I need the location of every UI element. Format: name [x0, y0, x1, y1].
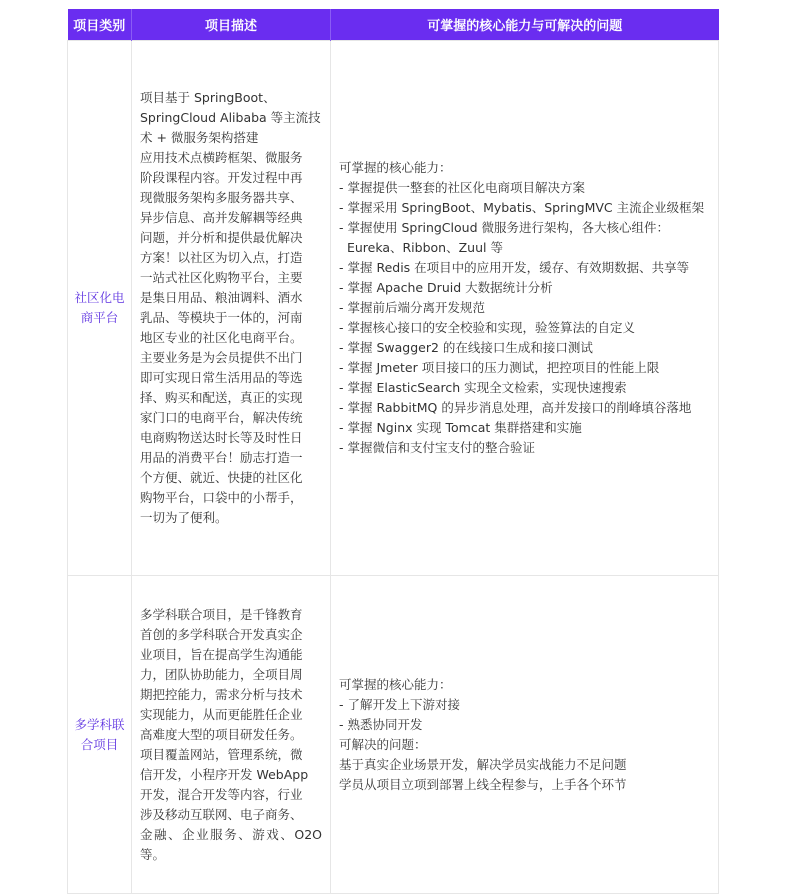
table-header-row: [68, 9, 719, 41]
table-row: [68, 576, 719, 894]
ability-line: - 掌握前后端分离开发规范: [339, 300, 485, 315]
ability-line: - 了解开发上下游对接: [339, 696, 460, 712]
ability-line: - 掌握 Swagger2 的在线接口生成和接口测试: [339, 340, 593, 355]
ability-line: - 掌握 Apache Druid 大数据统计分析: [339, 280, 553, 295]
ability-line: 可解决的问题：: [339, 736, 427, 752]
ability-line: - 掌握 Nginx 实现 Tomcat 集群搭建和实施: [339, 420, 582, 435]
header-abilities: 可掌握的核心能力与可解决的问题: [331, 9, 719, 41]
ability-line: - 掌握使用 SpringCloud 微服务进行架构，各大核心组件：: [339, 220, 669, 235]
row-category: [68, 41, 132, 576]
ability-line: - 掌握 ElasticSearch 实现全文检索，实现快速搜索: [339, 380, 627, 395]
description-text: 项目基于 SpringBoot、 SpringCloud Alibaba 等主流技 术 + 微服务架构搭建 应用技术点横跨框架、微服务 阶段课程内容。开发过程中再 现微服务架构多服务器共享、 异步信息、高并发解耦等经典 问题，并分析和提供最优解决 方案！以社区为切入点，打造 一站式社区化购物平台，主要 是集日用品、粮油调料、酒水 乳品、等模块于一体的，河南 地区专业的社区化电商平台。 主要业务是为会员提供不出门 即可实现日常生活用品的等选 择、购买和配送，真正的实现 家门口的电商平台，解决传统 电商购物送达时长等及时性日 用品的消费平台！励志打造一 个方便、就近、快捷的社区化 购物平台，口袋中的小帮手， 一切为了便利。: [140, 90, 321, 525]
category-label: 社区化电 商平台: [74, 290, 125, 325]
ability-line: - 掌握采用 SpringBoot、Mybatis、SpringMVC 主流企业级框架: [339, 200, 705, 215]
ability-line: - 掌握提供一整套的社区化电商项目解决方案: [339, 180, 585, 195]
row-abilities: [331, 576, 719, 894]
header-category: 项目类别: [68, 9, 132, 41]
row-description: [132, 41, 331, 576]
ability-line: 基于真实企业场景开发，解决学员实战能力不足问题: [339, 756, 627, 772]
ability-line: - 掌握 RabbitMQ 的异步消息处理，高并发接口的削峰填谷落地: [339, 400, 692, 415]
ability-line: - 掌握微信和支付宝支付的整合验证: [339, 440, 535, 455]
description-text: 多学科联合项目，是千锋教育 首创的多学科联合开发真实企 业项目，旨在提高学生沟通能 力，团队协助能力，全项目周 期把控能力，需求分析与技术 实现能力，从而更能胜任企业 高难度大型的项目研发任务。 项目覆盖网站，管理系统，微 信开发，小程序开发 WebApp 开发，混合开发等内容，行业 涉及移动互联网、电子商务、 金融、企业服务、游戏、O2O 等。: [140, 606, 322, 862]
ability-line: - 掌握核心接口的安全校验和实现，验签算法的自定义: [339, 320, 635, 335]
row-description: [132, 576, 331, 894]
row-abilities: [331, 41, 719, 576]
ability-line: 可掌握的核心能力：: [339, 676, 452, 692]
ability-line: - 熟悉协同开发: [339, 716, 423, 732]
header-description: 项目描述: [132, 9, 331, 41]
ability-line: - 掌握 Jmeter 项目接口的压力测试，把控项目的性能上限: [339, 360, 660, 375]
category-label: 多学科联 合项目: [74, 716, 125, 752]
ability-line: 学员从项目立项到部署上线全程参与，上手各个环节: [339, 776, 627, 792]
project-table: [67, 9, 719, 894]
ability-line: - 掌握 Redis 在项目中的应用开发，缓存、有效期数据、共享等: [339, 260, 690, 275]
row-category: [68, 576, 132, 894]
table-row: [68, 41, 719, 576]
ability-line: 可掌握的核心能力：: [339, 160, 452, 175]
ability-line: Eureka、Ribbon、Zuul 等: [339, 240, 503, 255]
